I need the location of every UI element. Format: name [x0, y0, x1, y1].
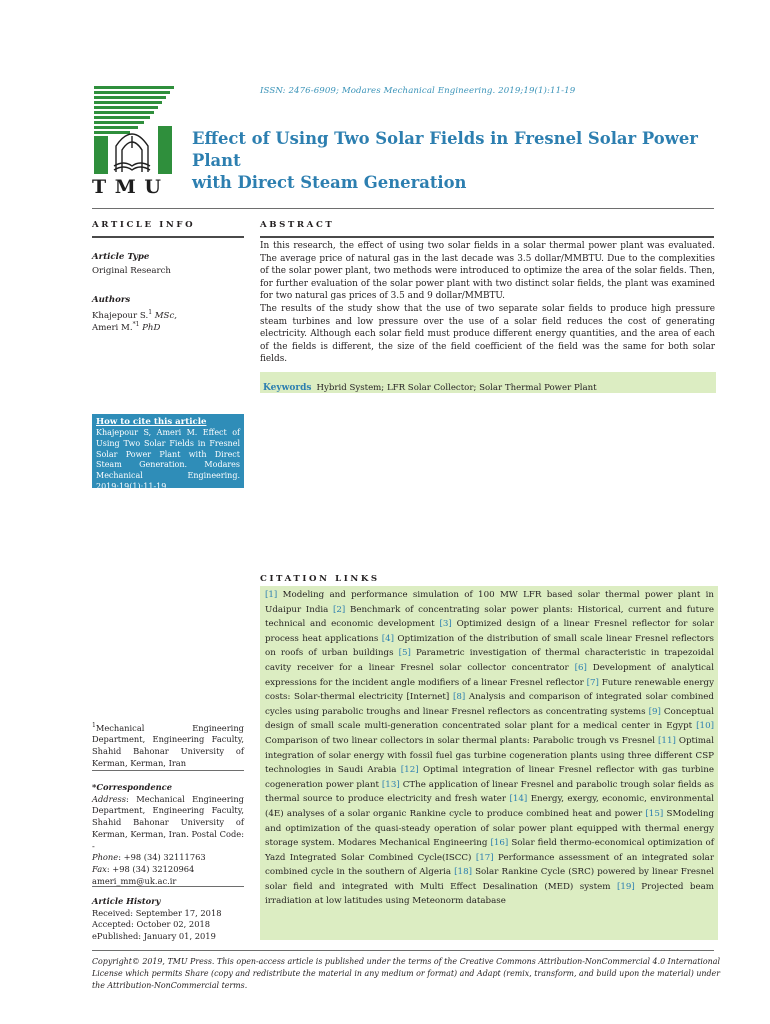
citation-link-number[interactable]: [10] [696, 721, 714, 732]
correspondence-divider [92, 886, 244, 887]
citation-link-text[interactable]: Parametric investigation of thermal characteristic in trapezoidal cavity receiver for a linear Fresnel solar collector concentrator [265, 648, 714, 673]
citation-link-number[interactable]: [5] [398, 648, 411, 659]
abstract-body [260, 240, 715, 366]
email-link[interactable]: ameri_mm@uk.ac.ir [92, 875, 177, 886]
citation-link-text[interactable]: Conceptual design of small scale multi-generation concentrated solar plant for a medical center in Egypt [265, 706, 714, 732]
phone-label: Phone [92, 852, 119, 863]
article-title-line1: Effect of Using Two Solar Fields in Fresnel Solar Power Plant [192, 129, 698, 170]
abstract-paragraph-1: In this research, the effect of using two solar fields in a solar thermal power plant was evaluated. The average price of natural gas in the last decade was 3.5 dollar/MMBTU. Due to the complexities of the solar power plant, two methods were introduced to optimize the area of the solar fields. Then, for further evaluation of the solar power plant with two distinct solar fields, the plant was examined for two natural gas prices of 3.5 and 9 dollar/MMBTU. [260, 241, 715, 302]
article-info-rule [92, 236, 244, 238]
citation-link-text[interactable]: Benchmark of concentrating solar power plants: Historical, current and future technical and economic development [265, 604, 714, 630]
article-info-heading: ARTICLE INFO [92, 220, 196, 230]
header-divider [92, 208, 714, 209]
citation-link-number[interactable]: [9] [648, 706, 661, 717]
citation-link-text[interactable]: CThe application of linear Fresnel and parabolic trough solar fields as thermal source to produce electricity and fresh water [265, 779, 714, 805]
affiliation-sup: 1 [92, 722, 96, 729]
citation-link-text[interactable]: Performance assessment of an integrated solar combined cycle in the southern of Algeria [265, 852, 714, 878]
citation-link-number[interactable]: [13] [381, 779, 400, 790]
history-published: ePublished: January 01, 2019 [92, 931, 216, 942]
history-label: Article History [92, 896, 161, 906]
article-title-line2: with Direct Steam Generation [192, 173, 467, 192]
citation-link-text[interactable]: Energy, exergy, economic, environmental (4E) analyses of a solar organic Rankine cycle to produce combined heat and power [265, 794, 715, 819]
author-2 [92, 319, 160, 334]
article-type: Original Research [92, 266, 171, 276]
article-type-label: Article Type [92, 252, 150, 262]
fax-text: : +98 (34) 32120964 [106, 863, 195, 874]
affiliation-text: Mechanical Engineering Department, Engineering Faculty, Shahid Bahonar University of Kerman, Kerman, Iran [92, 722, 244, 768]
how-to-cite-text: Khajepour S, Ameri M. Effect of Using Two Solar Fields in Fresnel Solar Power Plant with Direct Steam Generation. Modares Mechanical Engineering. 2019;19(1):11-19. [96, 428, 240, 491]
citation-link-number[interactable]: [15] [645, 808, 664, 819]
affiliation-divider [92, 770, 244, 771]
citation-links-list [265, 590, 714, 906]
citation-link-number[interactable]: [6] [574, 662, 587, 673]
citation-link-number[interactable]: [18] [454, 867, 473, 878]
citation-link-number[interactable]: [12] [400, 765, 419, 776]
citation-link-text[interactable]: Comparison of two linear collectors in solar thermal plants: Parabolic trough vs Fresnel [265, 735, 656, 746]
citation-link-text[interactable]: Optimization of the distribution of small scale linear Fresnel reflectors on roofs of urban buildings [265, 633, 715, 659]
author-2-sup: *1 [132, 321, 140, 328]
citation-links-heading: CITATION LINKS [260, 574, 380, 584]
citation-link-number[interactable]: [4] [381, 633, 395, 644]
citation-link-number[interactable]: [14] [509, 794, 528, 805]
abstract-paragraph-2: The results of the study show that the use of two separate solar fields to produce high pressure steam turbines and low pressure over the use of a solar field reduces the cost of generating electricity. Although each solar field must produce different energy quantities, and the area of each of the fields is different, the size of the field coefficient of the field was the same for both solar fields. [260, 303, 715, 365]
how-to-cite-title[interactable]: How to cite this article [96, 417, 207, 427]
citation-link-number[interactable]: [8] [452, 692, 466, 703]
how-to-cite-box [92, 414, 244, 491]
citation-link-number[interactable]: [2] [332, 604, 346, 615]
keywords-label: Keywords [263, 383, 312, 393]
citation-link-text[interactable]: Modeling and performance simulation of 100 MW LFR based solar thermal power plant in Udaipur India [265, 590, 715, 615]
author-1-degree: MSc, [152, 310, 177, 321]
citation-link-text[interactable]: Optimal integration of solar energy with fossil fuel gas turbine cogeneration plants using three different CSP technologies in Saudi Arabia [265, 735, 714, 776]
abstract-rule [260, 236, 714, 238]
citation-link-text[interactable]: Solar Rankine Cycle (SRC) powered by linear Fresnel solar field and integrated with Multi Effect Desalination (MED) system [265, 867, 715, 892]
citation-links-box [260, 586, 718, 940]
tmu-logo [92, 86, 176, 198]
citation-link-text[interactable]: Development of analytical expressions for the incident angle modifiers of a linear Fresnel reflector [265, 662, 714, 688]
address-text: : Mechanical Engineering Department, Engineering Faculty, Shahid Bahonar University of Kerman, Kerman, Iran. Postal Code: - [92, 793, 244, 851]
citation-link-number[interactable]: [16] [490, 838, 509, 849]
abstract-heading: ABSTRACT [260, 220, 335, 230]
keywords-box [260, 372, 716, 393]
citation-link-text[interactable]: Optimized design of a linear Fresnel reflector for solar process heat applications [265, 619, 714, 644]
keywords-text: Hybrid System; LFR Solar Collector; Solar Thermal Power Plant [316, 383, 597, 393]
citation-link-number[interactable]: [7] [586, 677, 599, 688]
footer-divider [92, 950, 714, 951]
author-2-name: Ameri M. [92, 322, 133, 333]
affiliation [92, 720, 244, 769]
correspondence [92, 782, 244, 887]
citation-link-text[interactable]: Solar field thermo-economical optimization of Yazd Integrated Solar Combined Cycle(ISCC) [265, 838, 714, 863]
citation-link-number[interactable]: [3] [439, 619, 452, 630]
phone-text: : +98 (34) 32111763 [118, 852, 206, 863]
history-received: Received: September 17, 2018 [92, 907, 222, 918]
logo-text: T M U [92, 176, 162, 198]
citation-link-number[interactable]: [17] [475, 852, 494, 863]
author-1-name: Khajepour S. [92, 310, 149, 321]
article-title [192, 128, 732, 194]
author-2-degree: PhD [139, 322, 161, 333]
citation-link-number[interactable]: [1] [265, 590, 278, 600]
copyright-notice: Copyright© 2019, TMU Press. This open-access article is published under the terms of the Creative Commons Attribution-NonCommercial 4.0 International License which permits Share (copy and redistribute the material in any medium or format) and Adapt (remix, transform, and build upon the material) under the Attribution-NonCommercial terms. [92, 957, 720, 990]
address-label: Address [92, 793, 127, 804]
correspondence-label: *Correspondence [92, 782, 172, 792]
history-accepted: Accepted: October 02, 2018 [92, 919, 211, 930]
citation-link-text[interactable]: Optimal integration of linear Fresnel reflector with gas turbine cogeneration power plant [265, 765, 714, 790]
authors-label: Authors [92, 295, 131, 305]
citation-link-text[interactable]: SModeling and optimization of the quasi-steady operation of solar power plant equipped with thermal energy storage system. Modares Mechanical Engineering [265, 808, 715, 849]
citation-link-text[interactable]: Future renewable energy costs: Solar-thermal electricity [Internet] [265, 677, 715, 703]
citation-link-number[interactable]: [19] [616, 881, 635, 892]
journal-issn: ISSN: 2476-6909; Modares Mechanical Engineering. 2019;19(1):11-19 [260, 86, 576, 96]
author-1-sup: 1 [148, 309, 153, 316]
article-history [92, 896, 244, 943]
citation-link-text[interactable]: Analysis and comparison of integrated solar combined cycles using parabolic troughs and linear Fresnel reflectors as concentrating systems [265, 692, 714, 717]
citation-link-number[interactable]: [11] [658, 735, 676, 746]
citation-link-text[interactable]: Projected beam irradiation at low latitudes using Meteonorm database [265, 881, 714, 907]
fax-label: Fax [92, 863, 107, 874]
